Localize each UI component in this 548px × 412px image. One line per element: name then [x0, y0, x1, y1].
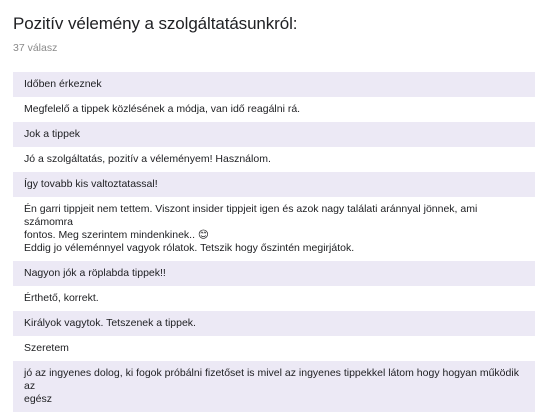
response-row	[13, 261, 535, 286]
response-row	[13, 122, 535, 147]
response-text: fontos. Meg szerintem mindenkinek.. 😊	[24, 229, 209, 241]
response-row	[13, 97, 535, 122]
response-text: Királyok vagytok. Tetszenek a tippek.	[24, 317, 196, 329]
response-text: egész	[24, 393, 53, 405]
question-title: Pozitív vélemény a szolgáltatásunkról:	[13, 14, 298, 33]
response-text: Jó a szolgáltatás, pozitív a véleményem! Használom.	[24, 153, 271, 165]
response-row	[13, 336, 535, 361]
response-text: Szeretem	[24, 342, 69, 354]
response-row	[13, 147, 535, 172]
response-text: Így tovabb kis valtoztatassal!	[24, 178, 158, 190]
response-text: Érthető, korrekt.	[24, 292, 99, 304]
response-row	[13, 172, 535, 197]
response-text: Én garri tippjeit nem tettem. Viszont insider tippjeit igen és azok nagy találati aránnyal jönnek, ami számomra	[24, 203, 478, 228]
response-text: Időben érkeznek	[24, 78, 102, 90]
question-header	[13, 12, 538, 55]
response-list[interactable]	[13, 72, 535, 405]
response-row	[13, 72, 535, 97]
response-row	[13, 286, 535, 311]
response-count: 37 válasz	[13, 42, 58, 54]
response-text: Nagyon jók a röplabda tippek!!	[24, 267, 166, 279]
response-text: Megfelelő a tippek közlésének a módja, van idő reagálni rá.	[24, 103, 301, 115]
response-text: jó az ingyenes dolog, ki fogok próbálni fizetőset is mivel az ingyenes tippekkel látom hogy hogyan működik az	[24, 367, 519, 392]
response-row	[13, 197, 535, 261]
response-row	[13, 311, 535, 336]
response-text: Jok a tippek	[24, 128, 81, 140]
response-row	[13, 361, 535, 412]
response-text: Eddig jo véleménnyel vagyok rólatok. Tetszik hogy őszintén megirjátok.	[24, 242, 355, 254]
